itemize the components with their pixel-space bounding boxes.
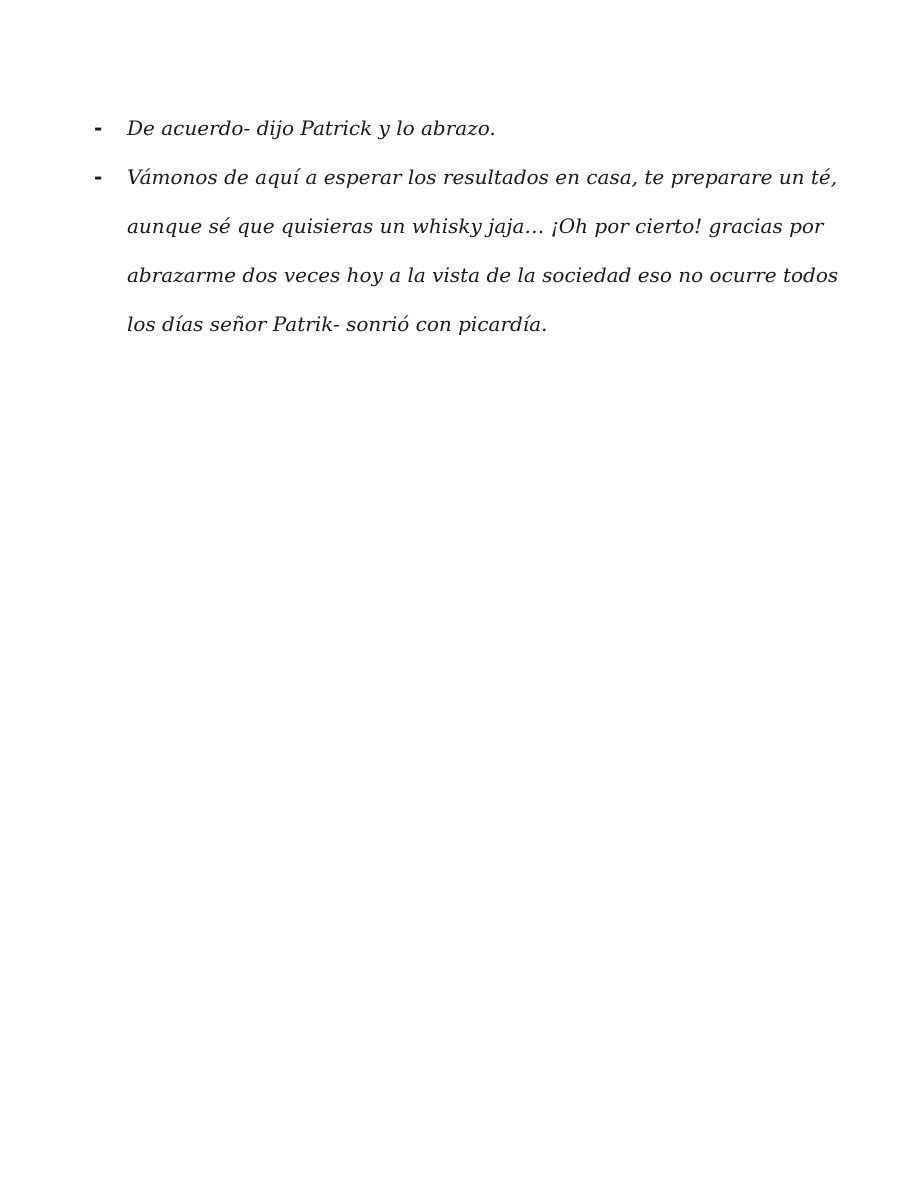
dialogue-paragraph-1 (0, 104, 827, 153)
text-line: aunque sé que quisieras un whisky jaja… ¡Oh por cierto! gracias por (127, 214, 824, 238)
text-line: De acuerdo- dijo Patrick y lo abrazo. (127, 116, 496, 140)
text-line: los días señor Patrik- sonrió con picardía. (127, 312, 548, 336)
dialogue-dash: - (94, 116, 103, 140)
text-line: abrazarme dos veces hoy a la vista de la sociedad eso no ocurre todos (127, 263, 839, 287)
dialogue-text (0, 104, 900, 349)
text-line: Vámonos de aquí a esperar los resultados en casa, te preparare un té, (127, 165, 838, 189)
dialogue-paragraph-2 (0, 153, 839, 349)
dialogue-dash: - (94, 165, 103, 189)
